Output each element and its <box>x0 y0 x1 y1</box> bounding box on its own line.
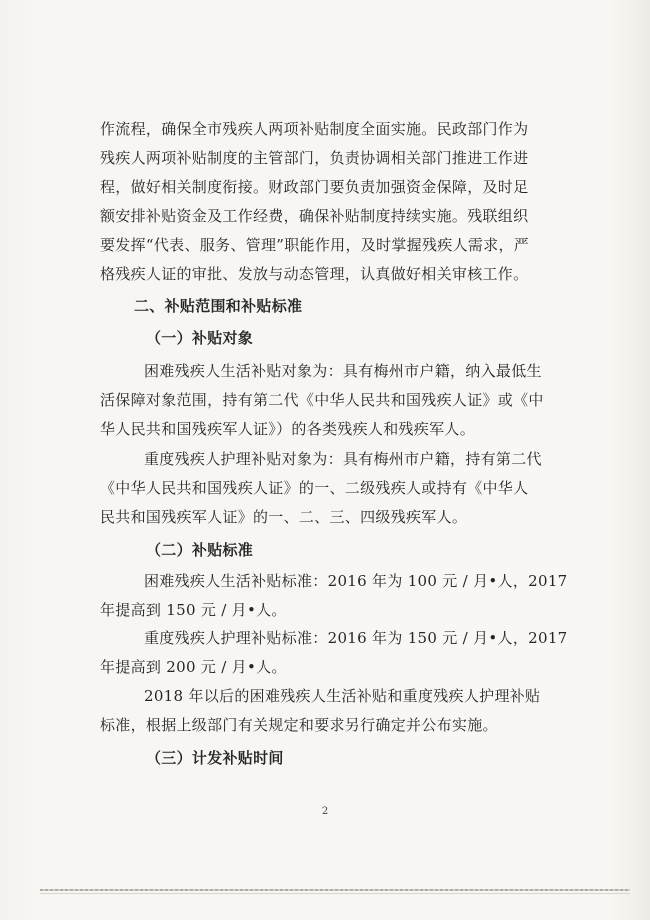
text-line: 年提高到 200 元 / 月•人。 <box>100 658 287 676</box>
text-line: 残疾人两项补贴制度的主管部门，负责协调相关部门推进工作进 <box>100 149 529 167</box>
text-line: 作流程，确保全市残疾人两项补贴制度全面实施。民政部门作为 <box>100 120 529 138</box>
text-line: 标准，根据上级部门有关规定和要求另行确定并公布实施。 <box>100 716 498 734</box>
text-line: 额安排补贴资金及工作经费，确保补贴制度持续实施。残联组织 <box>100 207 529 225</box>
text-line: 格残疾人证的审批、发放与动态管理，认真做好相关审核工作。 <box>100 265 529 283</box>
text-line: 困难残疾人生活补贴标准：2016 年为 100 元 / 月•人，2017 <box>144 572 568 590</box>
page-number: 2 <box>321 806 329 817</box>
text-line: 活保障对象范围，持有第二代《中华人民共和国残疾人证》或《中 <box>100 391 544 409</box>
text-line: 困难残疾人生活补贴对象为：具有梅州市户籍，纳入最低生 <box>144 362 542 380</box>
scan-edge-line <box>40 893 630 894</box>
text-line: 重度残疾人护理补贴对象为：具有梅州市户籍，持有第二代 <box>144 450 542 468</box>
text-line: 重度残疾人护理补贴标准：2016 年为 150 元 / 月•人，2017 <box>144 629 568 647</box>
text-line: 民共和国残疾军人证》的一、二、三、四级残疾军人。 <box>100 508 468 526</box>
text-line: 要发挥“代表、服务、管理”职能作用，及时掌握残疾人需求，严 <box>100 236 530 254</box>
document-page: 作流程，确保全市残疾人两项补贴制度全面实施。民政部门作为 残疾人两项补贴制度的主管部门，负责协调相关部门推进工作进 程，做好相关制度衔接。财政部门要负责加强资金保障，及时足 额安排补贴资金及工作经费，确保补贴制度持续实施。残联组织 要发挥“代表、服务、管理”职能作用，及时掌握残疾人需求，严 格残疾人证的审批、发放与动态管理，认真做好相关审核工作。 二、补贴范围和补贴标准 （一）补贴对象 困难残疾人生活补贴对象为：具有梅州市户籍，纳入最低生 活保障对象范围，持有第二代《中华人民共和国残疾人证》或《中 华人民共和国残疾军人证》）的各类残疾人和残疾军人。 重度残疾人护理补贴对象为：具有梅州市户籍，持有第二代 《中华人民共和国残疾人证》的一、二级残疾人或持有《中华人 民共和国残疾军人证》的一、二、三、四级残疾军人。 （二）补贴标准 困难残疾人生活补贴标准：2016 年为 100 元 / 月•人，2017 年提高到 150 元 / 月•人。 重度残疾人护理补贴标准：2016 年为 150 元 / 月•人，2017 年提高到 200 元 / 月•人。 2018 年以后的困难残疾人生活补贴和重度残疾人护理补贴 标准，根据上级部门有关规定和要求另行确定并公布实施。 （三）计发补贴时间 2 <box>0 0 650 920</box>
text-line: 《中华人民共和国残疾人证》的一、二级残疾人或持有《中华人 <box>100 479 529 497</box>
text-line: 年提高到 150 元 / 月•人。 <box>100 601 287 619</box>
scan-edge-line <box>40 889 630 891</box>
text-line: 华人民共和国残疾军人证》）的各类残疾人和残疾军人。 <box>100 420 476 438</box>
text-line: 程，做好相关制度衔接。财政部门要负责加强资金保障，及时足 <box>100 178 529 196</box>
text-line: 2018 年以后的困难残疾人生活补贴和重度残疾人护理补贴 <box>144 687 541 705</box>
